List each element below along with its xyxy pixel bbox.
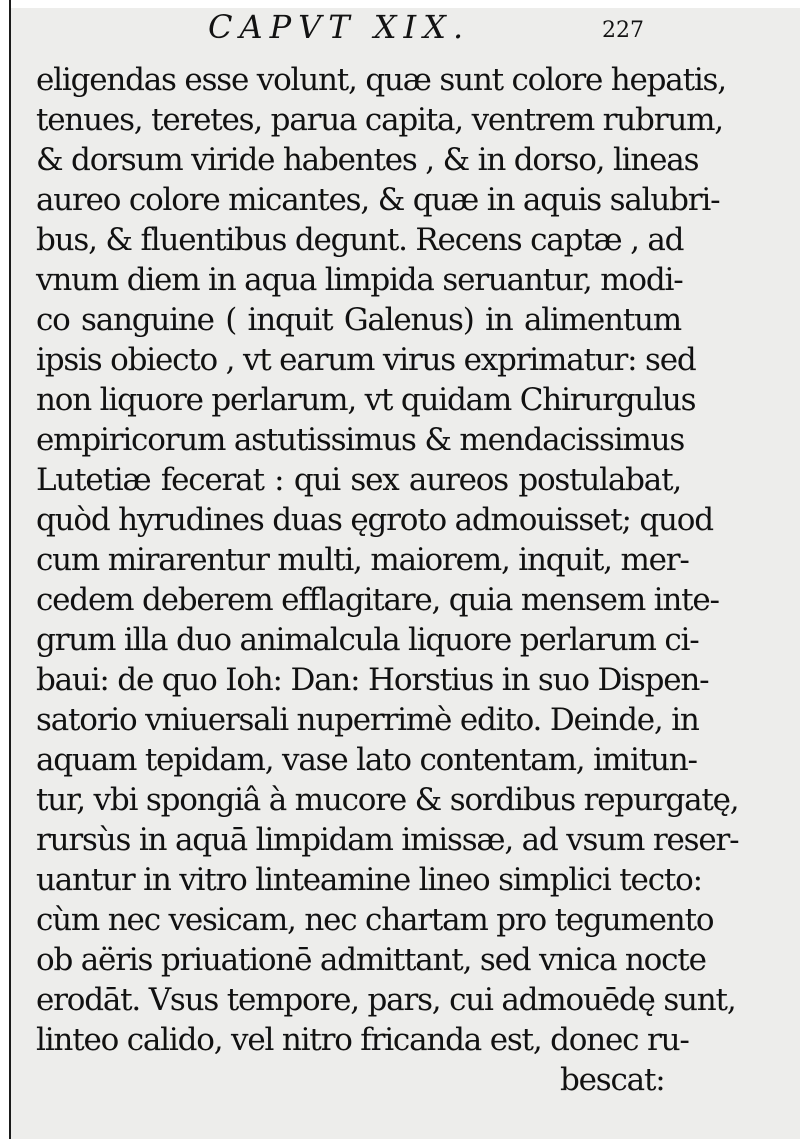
text-line: quòd hyrudines duas ęgroto admouisset; quod <box>36 502 713 538</box>
text-line: empiricorum astutissimus & mendacissimus <box>36 422 685 458</box>
text-line: & dorsum viride habentes , & in dorso, lineas <box>36 142 699 178</box>
text-line: grum illa duo animalcula liquore perlarum ci- <box>36 622 699 658</box>
text-line: ipsis obiecto , vt earum virus exprimatur: sed <box>36 342 696 378</box>
page-binding-edge <box>0 0 11 1139</box>
text-line: non liquore perlarum, vt quidam Chirurgulus <box>36 382 696 418</box>
text-line: cedem deberem efflagitare, quia mensem inte- <box>36 582 719 618</box>
text-line: vnum diem in aqua limpida seruantur, modi- <box>36 262 683 298</box>
text-line: satorio vniuersali nuperrimè edito. Deinde, in <box>36 702 699 738</box>
page-number: 227 <box>602 18 644 43</box>
text-line: baui: de quo Ioh: Dan: Horstius in suo Dispen- <box>36 662 709 698</box>
text-line: Lutetiæ fecerat : qui sex aureos postulabat, <box>36 462 681 498</box>
text-line: cùm nec vesicam, nec chartam pro tegumento <box>36 902 714 938</box>
text-line: linteo calido, vel nitro fricanda est, donec ru- <box>36 1022 689 1058</box>
catchword-line: bescat: <box>560 1062 665 1098</box>
text-line: uantur in vitro linteamine lineo simplici tecto: <box>36 862 702 898</box>
running-head: CAPVT XIX. <box>208 8 471 46</box>
text-line: aureo colore micantes, & quæ in aquis salubri- <box>36 182 720 218</box>
page-header <box>0 8 800 58</box>
text-line: aquam tepidam, vase lato contentam, imitun- <box>36 742 697 778</box>
text-line: eligendas esse volunt, quæ sunt colore hepatis, <box>36 62 726 98</box>
text-line: bus, & fluentibus degunt. Recens captæ , ad <box>36 222 684 258</box>
text-line: tur, vbi spongiâ à mucore & sordibus repurgatę, <box>36 782 739 818</box>
text-line: ob aëris priuationē admittant, sed vnica nocte <box>36 942 706 978</box>
page-top-margin <box>0 0 800 8</box>
text-line: cum mirarentur multi, maiorem, inquit, mer- <box>36 542 689 578</box>
text-line: tenues, teretes, parua capita, ventrem rubrum, <box>36 102 723 138</box>
text-line: co sanguine ( inquit Galenus) in alimentum <box>36 302 681 338</box>
text-line: rursùs in aquā limpidam imissæ, ad vsum reser- <box>36 822 739 858</box>
text-line: erodāt. Vsus tempore, pars, cui admouēdę sunt, <box>36 982 736 1018</box>
